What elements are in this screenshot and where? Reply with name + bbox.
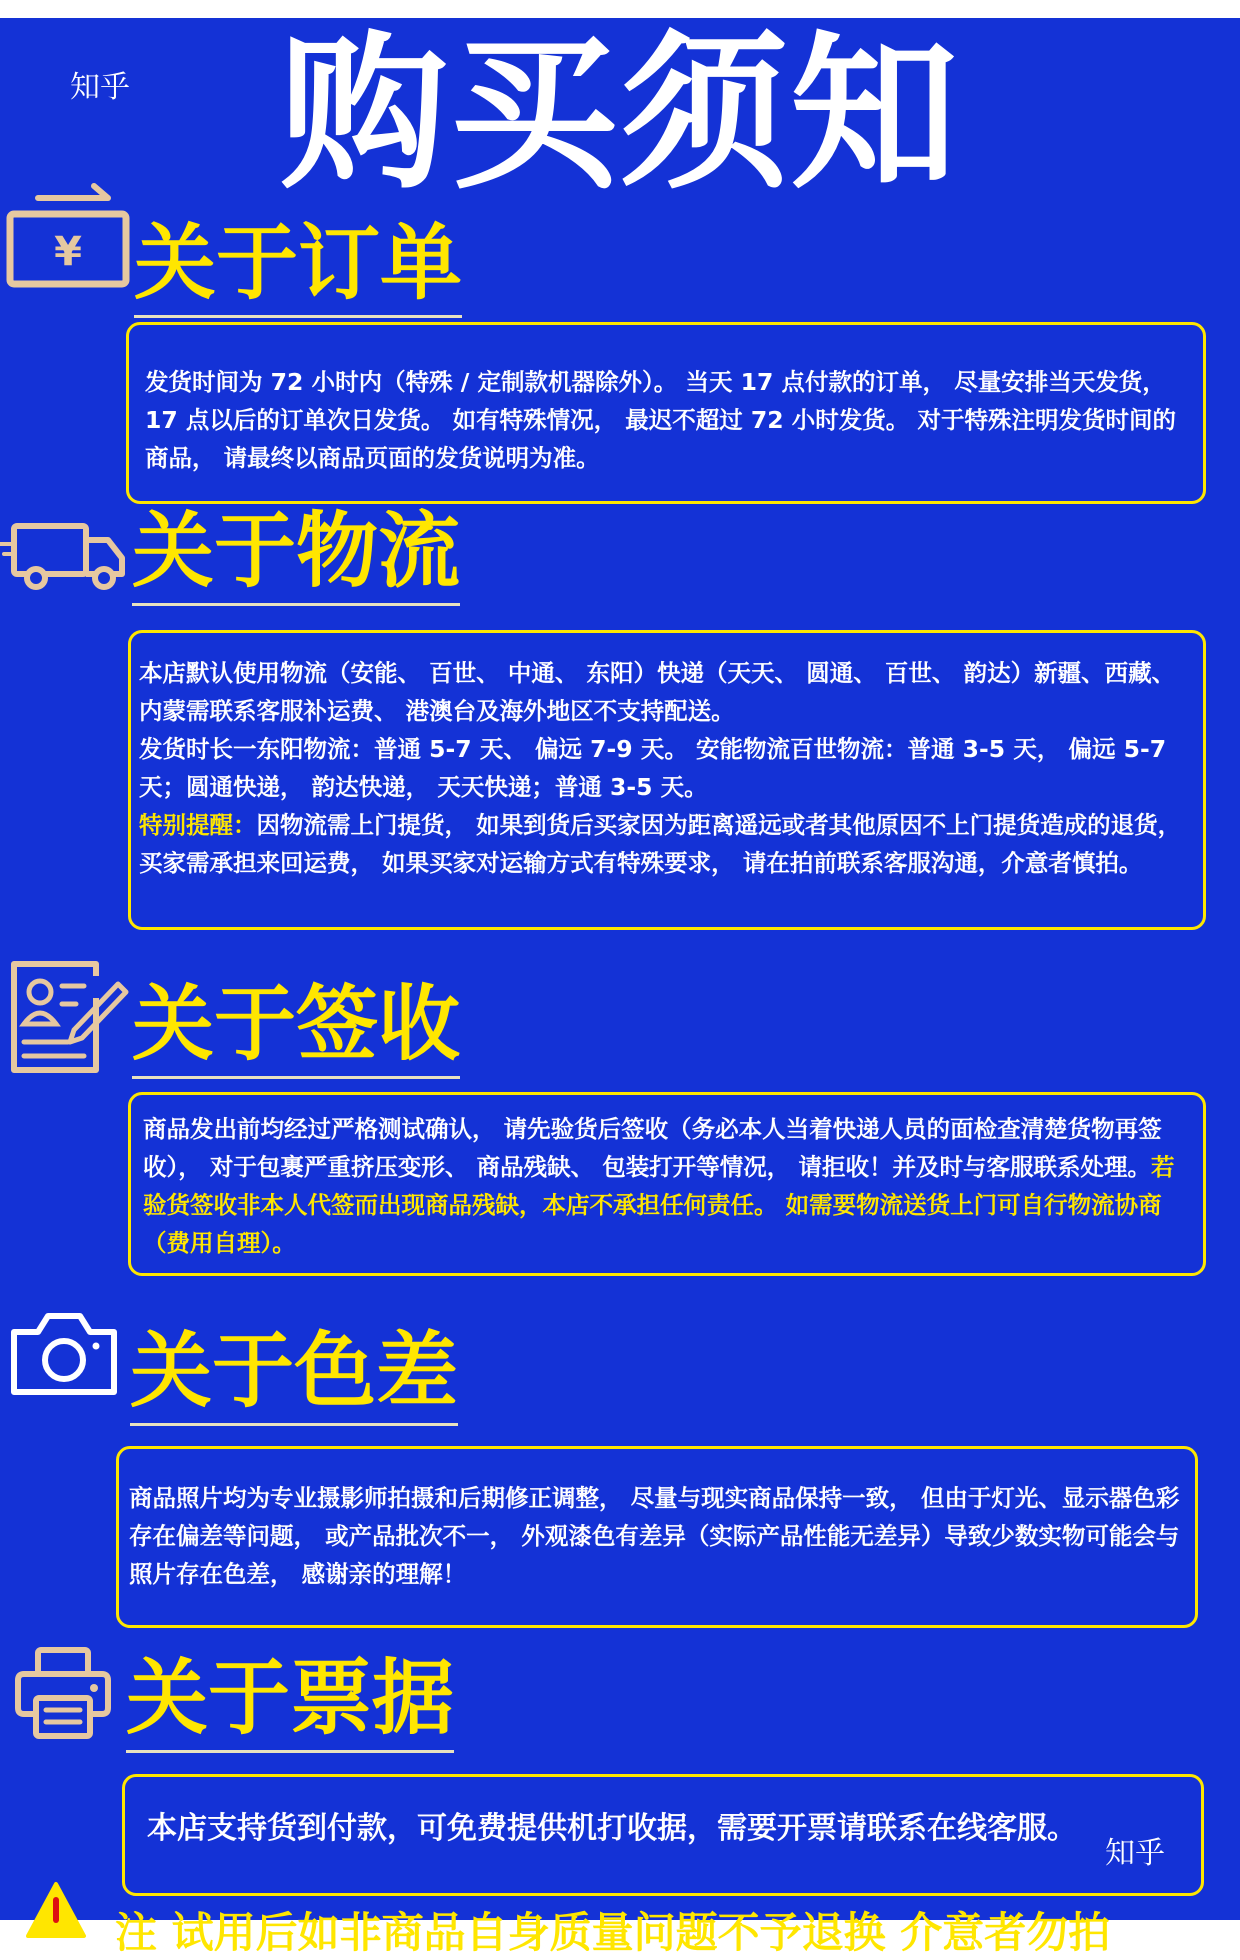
section-heading-receipt: 关于票据 [126, 1658, 454, 1753]
section-heading-signing: 关于签收 [132, 984, 460, 1079]
watermark-top: 知乎 [70, 70, 130, 105]
page-title: 购买须知 [280, 16, 960, 212]
signing-info-box [128, 1092, 1206, 1276]
signing-text-main: 商品发出前均经过严格测试确认， 请先验货后签收（务必本人当着快递人员的面检查清楚货物再签收）， 对于包裹严重挤压变形、 商品残缺、 包装打开等情况， 请拒收！并及时与客服联系处理。 [143, 1115, 1162, 1181]
logistics-carriers-text: 本店默认使用物流（安能、 百世、 中通、 东阳）快递（天天、 圆通、 百世、 韵达）新疆、西藏、 内蒙需联系客服补运费、 港澳台及海外地区不支持配送。 [139, 659, 1176, 725]
yen-box-icon [6, 180, 130, 290]
camera-icon [8, 1310, 120, 1398]
truck-icon [0, 510, 130, 596]
notice-text: 因物流需上门提货， 如果到货后买家因为距离遥远或者其他原因不上门提货造成的退货， 买家需承担来回运费， 如果买家对运输方式有特殊要求， 请在拍前联系客服沟通，介意者慎拍。 [139, 811, 1182, 877]
printer-icon [14, 1644, 112, 1742]
footer-warning-text: 注 试用后如非商品自身质量问题不予退换 介意者勿拍 [115, 1908, 1111, 1957]
notice-label: 特别提醒： [139, 811, 257, 839]
signing-text [143, 1110, 1195, 1262]
logistics-notice [139, 806, 1193, 882]
receipt-info-box [122, 1774, 1204, 1896]
signing-text-highlight: 若验货签收非本人代签而出现商品残缺，本店不承担任何责任。 如需要物流送货上门可自行物流协商（费用自理）。 [143, 1153, 1175, 1257]
warning-icon [24, 1880, 88, 1940]
section-heading-color: 关于色差 [130, 1331, 458, 1426]
order-info-box [126, 322, 1206, 504]
order-info-text: 发货时间为 72 小时内（特殊 / 定制款机器除外）。 当天 17 点付款的订单， 尽量安排当天发货， 17 点以后的订单次日发货。 如有特殊情况， 最迟不超过 72 小时发货。 对于特殊注明发货时间的商品， 请最终以商品页面的发货说明为准。 [145, 368, 1176, 472]
watermark-bottom: 知乎 [1105, 1836, 1165, 1871]
sign-document-icon [8, 958, 130, 1076]
logistics-info-box [128, 630, 1206, 930]
color-info-text: 商品照片均为专业摄影师拍摄和后期修正调整， 尽量与现实商品保持一致， 但由于灯光、显示器色彩存在偏差等问题， 或产品批次不一， 外观漆色有差异（实际产品性能无差异）导致少数实物可能会与照片存在色差， 感谢亲的理解！ [129, 1484, 1180, 1588]
color-info-box [116, 1446, 1198, 1628]
section-heading-order: 关于订单 [134, 223, 462, 318]
logistics-duration-text: 发货时长一东阳物流：普通 5-7 天、 偏远 7-9 天。 安能物流百世物流：普通 3-5 天， 偏远 5-7 天；圆通快递， 韵达快递， 天天快递；普通 3-5 天。 [139, 735, 1167, 801]
svg-text:¥: ¥ [54, 229, 82, 275]
notice-page [0, 16, 1240, 1957]
receipt-info-text: 本店支持货到付款，可免费提供机打收据，需要开票请联系在线客服。 [147, 1811, 1077, 1846]
section-heading-logistics: 关于物流 [132, 511, 460, 606]
